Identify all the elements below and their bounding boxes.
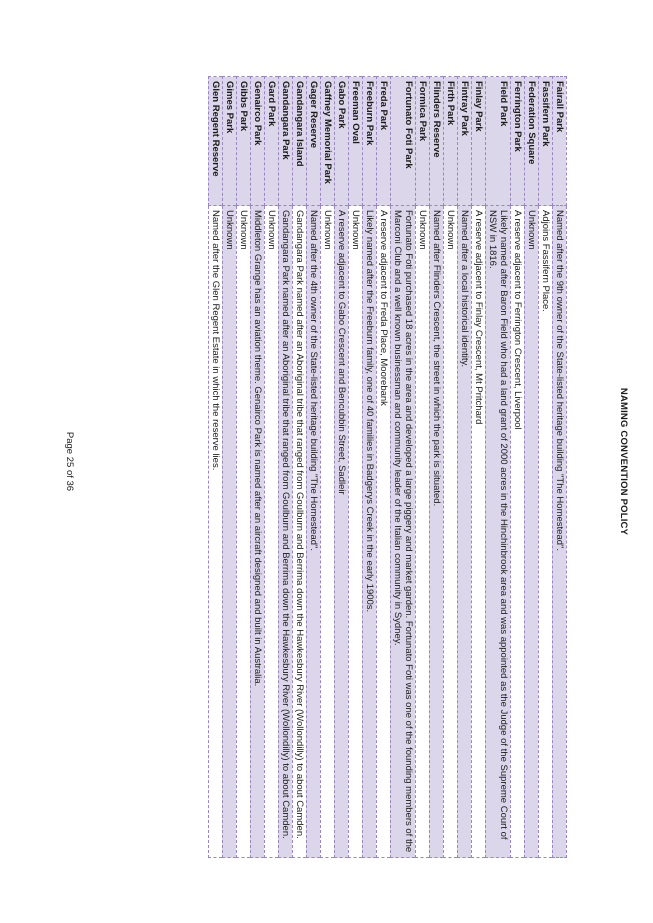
park-description-cell: Named after the Glen Regent Estate in which the reserve lies. — [209, 206, 223, 858]
park-description-cell: A reserve adjacent to Finlay Crescent, Mt Pritchard — [472, 206, 486, 858]
park-name-cell: Gimes Park — [223, 77, 237, 206]
park-name-cell: Fassifern Park — [539, 77, 553, 206]
park-name-cell: Gaffney Memorial Park — [321, 77, 335, 206]
park-name-cell: Gabo Park — [335, 77, 349, 206]
park-description-cell: A reserve adjacent to Ferrington Crescent, Liverpool — [511, 206, 525, 858]
table-row — [391, 77, 416, 858]
park-name-cell: Ferrington Park — [511, 77, 525, 206]
park-name-cell: Fairall Park — [553, 77, 567, 206]
park-description-cell: Gandangara Park named after an Aboriginal tribe that ranged from Goulburn and Berrima down the Hawkesbury River (Wollondilly) to about Camden. — [293, 206, 307, 858]
park-description-cell: Named after Flinders Crescent, the street in which the park is situated. — [430, 206, 444, 858]
table-row — [307, 77, 321, 858]
table-body — [209, 77, 567, 858]
document-title: NAMING CONVENTION POLICY — [618, 387, 629, 536]
table-row — [363, 77, 377, 858]
park-description-cell: Adjoins Fassifern Place. — [539, 206, 553, 858]
park-name-cell: Flinders Reserve — [430, 77, 444, 206]
park-name-cell: Field Park — [486, 77, 511, 206]
park-name-cell: Finlay Park — [472, 77, 486, 206]
table-row — [444, 77, 458, 858]
table-row — [511, 77, 525, 858]
table-row — [486, 77, 511, 858]
park-name-cell: Fortunato Foti Park — [391, 77, 416, 206]
park-name-cell: Genairco Park — [251, 77, 265, 206]
table-row — [279, 77, 293, 858]
table-row — [416, 77, 430, 858]
park-name-cell: Freeman Oval — [349, 77, 363, 206]
park-description-cell: Unknown — [223, 206, 237, 858]
table-row — [472, 77, 486, 858]
table-row — [251, 77, 265, 858]
park-name-cell: Gard Park — [265, 77, 279, 206]
park-description-cell: Named after a local historical identity. — [458, 206, 472, 858]
table-row — [237, 77, 251, 858]
park-name-cell: Federation Square — [525, 77, 539, 206]
park-name-cell: Freda Park — [377, 77, 391, 206]
park-description-cell: Likely named after the Freeburn family, one of 40 families in Badgerys Creek in the early 1900s. — [363, 206, 377, 858]
park-description-cell: Unknown — [444, 206, 458, 858]
table-row — [349, 77, 363, 858]
park-name-cell: Glen Regent Reserve — [209, 77, 223, 206]
park-description-cell: Gandangara Park named after an Aboriginal tribe that ranged from Goulburn and Berrima down the Hawkesbury River (Wollondilly) to about Camden. — [279, 206, 293, 858]
park-description-cell: Unknown — [237, 206, 251, 858]
page-number: Page 25 of 36 — [64, 431, 75, 492]
park-description-cell: Unknown — [321, 206, 335, 858]
park-name-cell: Fintray Park — [458, 77, 472, 206]
park-description-cell: A reserve adjacent to Freda Place, Moorebank — [377, 206, 391, 858]
table-row — [265, 77, 279, 858]
park-name-cell: Formica Park — [416, 77, 430, 206]
naming-table — [208, 76, 567, 858]
park-name-cell: Gandangara Island — [293, 77, 307, 206]
park-name-cell: Firth Park — [444, 77, 458, 206]
table-row — [525, 77, 539, 858]
table-row — [223, 77, 237, 858]
park-description-cell: Unknown — [416, 206, 430, 858]
table-row — [293, 77, 307, 858]
table-row — [553, 77, 567, 858]
park-name-cell: Gibbs Park — [237, 77, 251, 206]
park-name-cell: Gandangara Park — [279, 77, 293, 206]
park-name-cell: Gager Reserve — [307, 77, 321, 206]
table-row — [335, 77, 349, 858]
park-description-cell: Unknown — [349, 206, 363, 858]
table-row — [458, 77, 472, 858]
park-description-cell: Named after the 9th owner of the State-listed heritage building "The Homestead". — [553, 206, 567, 858]
park-name-cell: Freeburn Park — [363, 77, 377, 206]
park-description-cell: Named after the 4th owner of the State-listed heritage building "The Homestead". — [307, 206, 321, 858]
park-description-cell: Likely named after Baron Field who had a land grant of 2000 acres in the Hinchinbrook area and was appointed as the Judge of the Supreme Court of NSW in 1816. — [486, 206, 511, 858]
table-row — [539, 77, 553, 858]
park-description-cell: Unknown — [525, 206, 539, 858]
park-description-cell: Middleton Grange has an aviation theme. Genairco Park is named after an aircraft designed and built in Australia. — [251, 206, 265, 858]
table-row — [430, 77, 444, 858]
park-description-cell: Unknown — [265, 206, 279, 858]
park-description-cell: Fortunato Foti purchased 18 acres in the area and developed a large piggery and market garden. Fortunato Foti was one of the founding members of the Marconi Club and a well known businessman and community leader of the Italian community in Sydney. — [391, 206, 416, 858]
table-row — [321, 77, 335, 858]
table-row — [377, 77, 391, 858]
table-row — [209, 77, 223, 858]
park-description-cell: A reserve adjacent to Gabo Crescent and Bencubbin Street, Sadleir — [335, 206, 349, 858]
